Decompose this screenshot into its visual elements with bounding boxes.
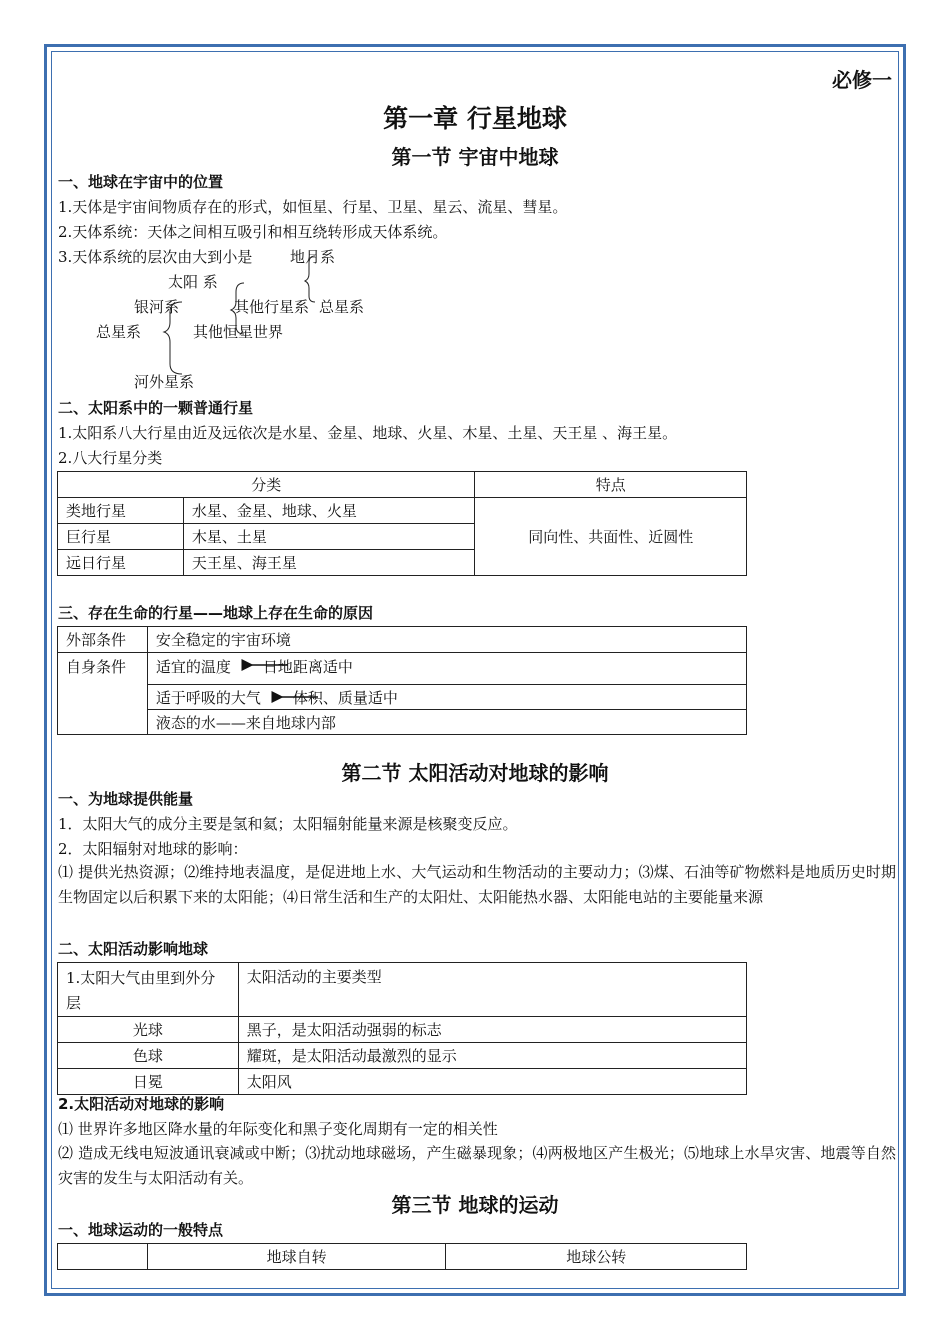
section2-para-disasters: ⑵ 造成无线电短波通讯衰减或中断；⑶扰动地球磁场，产生磁暴现象；⑷两极地区产生极光；⑸地球上水旱灾害、地震等自然灾害的发生与太阳活动有关。 [58,1144,896,1187]
sun-activity-table [57,962,747,1095]
cell-members: 水星、金星、地球、火星 [183,498,475,524]
hierarchy-solar-system: 太阳 系 [168,273,218,291]
hierarchy-other-stars: 其他恒星世界 [193,323,284,341]
section1-para-hierarchy: 3.天体系统的层次由大到小是 [58,248,253,266]
header-activity-type: 太阳活动的主要类型 [238,963,746,1017]
table-row [58,1244,747,1270]
cell-layer: 色球 [58,1043,239,1069]
cell-type: 远日行星 [58,550,184,576]
section1-heading-life: 三、存在生命的行星——地球上存在生命的原因 [58,604,374,622]
cell-self-label: 自身条件 [58,653,148,735]
hierarchy-other-planets: 其他行星系 [234,298,310,316]
table-row [58,1069,747,1095]
hierarchy-milky-way: 银河系 [134,298,180,316]
chapter-title: 第一章 行星地球 [383,104,567,133]
cell-type: 类地行星 [58,498,184,524]
temperature-reason: 日地距离适中 [262,658,353,676]
hierarchy-total-galaxy-2: 总星系 [319,298,365,316]
section2-heading-activity: 二、太阳活动影响地球 [58,940,209,958]
cell-activity: 耀斑，是太阳活动最激烈的显示 [238,1043,746,1069]
header-classification: 分类 [58,472,475,498]
section3-title: 第三节 地球的运动 [391,1193,559,1217]
corner-label: 必修一 [832,68,892,92]
section1-heading-solar: 二、太阳系中的一颗普通行星 [58,399,254,417]
cell-members: 天王星、海王星 [183,550,475,576]
earth-motion-table [57,1243,747,1270]
atmosphere-text: 适于呼吸的大气 [155,688,261,707]
cell-members: 木星、土星 [183,524,475,550]
section1-para-classification: 2.八大行星分类 [58,449,163,467]
cell-external-label: 外部条件 [58,627,148,653]
table-row [58,1017,747,1043]
table-row [58,1043,747,1069]
section2-para-radiation: 2．太阳辐射对地球的影响： [58,840,248,858]
section1-title: 第一节 宇宙中地球 [391,145,559,169]
section3-heading-motion: 一、地球运动的一般特点 [58,1221,224,1239]
hierarchy-extragalactic: 河外星系 [134,373,195,391]
header-empty [58,1244,148,1270]
section1-para-system: 2.天体系统：天体之间相互吸引和相互绕转形成天体系统。 [58,223,448,241]
cell-activity: 黑子，是太阳活动强弱的标志 [238,1017,746,1043]
header-feature: 特点 [475,472,747,498]
header-layer: 1.太阳大气由里到外分层 [58,963,239,1017]
hierarchy-earth-moon: 地月系 [290,248,336,266]
section1-para-celestial: 1.天体是宇宙间物质存在的形式，如恒星、行星、卫星、星云、流星、彗星。 [58,198,568,216]
section1-heading-position: 一、地球在宇宙中的位置 [58,173,224,191]
section2-heading-impact: 2.太阳活动对地球的影响 [58,1095,225,1113]
header-rotation: 地球自转 [147,1244,446,1270]
section2-para-effects: ⑴ 提供光热资源；⑵维持地表温度，是促进地上水、大气运动和生物活动的主要动力；⑶煤、石油等矿物燃料是地质历史时期生物固定以后积累下来的太阳能；⑷日常生活和生产的太阳灶、太阳能热水器、太阳能电站的主要能量来源 [58,863,896,906]
cell-type: 巨行星 [58,524,184,550]
section2-title: 第二节 太阳活动对地球的影响 [341,761,609,785]
hierarchy-total-galaxy: 总星系 [96,323,142,341]
cell-external-value: 安全稳定的宇宙环境 [147,627,746,653]
cell-activity: 太阳风 [238,1069,746,1095]
atmosphere-reason: 体积、质量适中 [292,688,398,707]
section2-para-composition: 1．太阳大气的成分主要是氢和氦；太阳辐射能量来源是核聚变反应。 [58,815,518,833]
temperature-text: 适宜的温度 [155,658,231,676]
section2-heading-energy: 一、为地球提供能量 [58,790,194,808]
cell-layer: 日冕 [58,1069,239,1095]
cell-layer: 光球 [58,1017,239,1043]
cell-water: 液态的水——来自地球内部 [147,710,746,735]
table-row [58,963,747,1017]
section1-para-planets: 1.太阳系八大行星由近及远依次是水星、金星、地球、火星、木星、土星、天王星 、海王星。 [58,424,678,442]
section2-para-precipitation: ⑴ 世界许多地区降水量的年际变化和黑子变化周期有一定的相关性 [58,1120,498,1138]
cell-feature: 同向性、共面性、近圆性 [475,498,747,576]
header-revolution: 地球公转 [446,1244,747,1270]
